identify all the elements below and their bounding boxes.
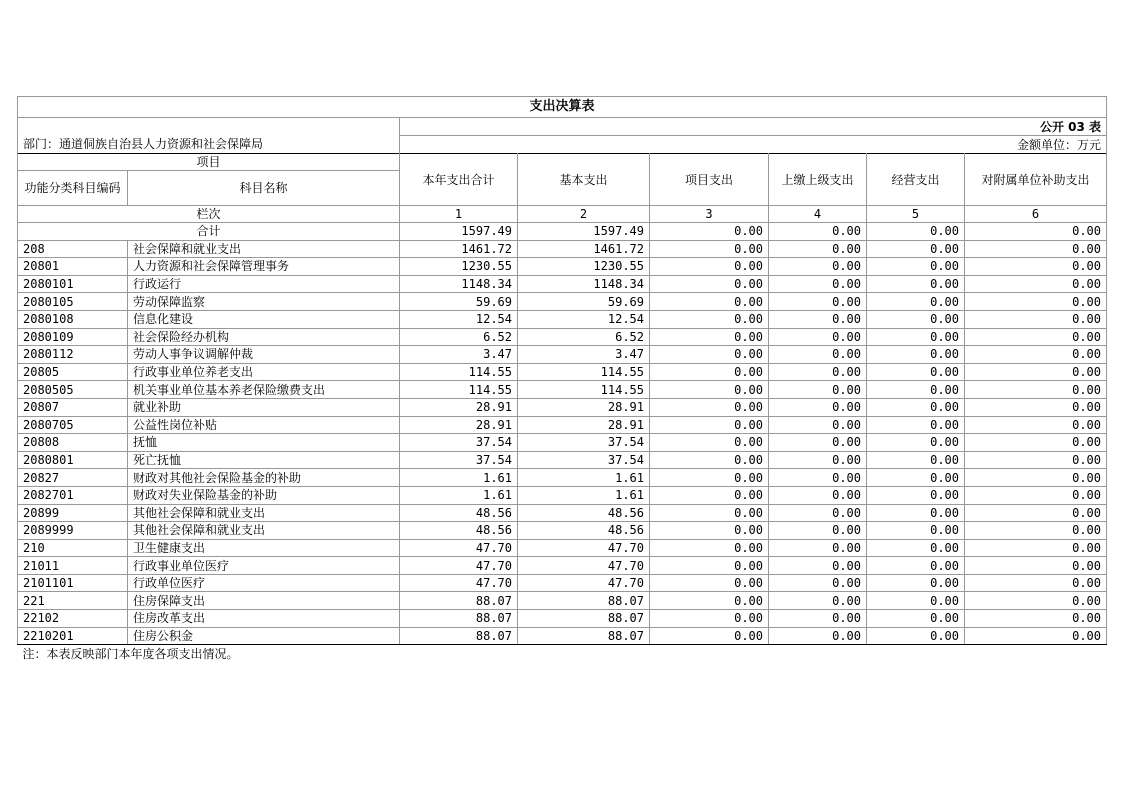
- subsidy-cell: 0.00: [965, 223, 1107, 241]
- code-cell: 20808: [18, 434, 128, 452]
- name-cell: 人力资源和社会保障管理事务: [128, 258, 400, 276]
- upper-cell: 0.00: [769, 398, 867, 416]
- business-cell: 0.00: [867, 592, 965, 610]
- subsidy-cell: 0.00: [965, 328, 1107, 346]
- project-cell: 0.00: [650, 275, 769, 293]
- code-cell: 22102: [18, 610, 128, 628]
- business-cell: 0.00: [867, 610, 965, 628]
- basic-cell: 114.55: [518, 363, 650, 381]
- subsidy-cell: 0.00: [965, 486, 1107, 504]
- code-cell: 2089999: [18, 522, 128, 540]
- upper-cell: 0.00: [769, 592, 867, 610]
- business-cell: 0.00: [867, 240, 965, 258]
- header-upper: 上缴上级支出: [769, 154, 867, 206]
- subsidy-cell: 0.00: [965, 258, 1107, 276]
- business-cell: 0.00: [867, 574, 965, 592]
- name-cell: 其他社会保障和就业支出: [128, 504, 400, 522]
- business-cell: 0.00: [867, 346, 965, 364]
- table-row: [18, 610, 1107, 628]
- code-cell: 2080705: [18, 416, 128, 434]
- name-cell: 住房公积金: [128, 627, 400, 645]
- table-row: [18, 592, 1107, 610]
- code-cell: 2080505: [18, 381, 128, 399]
- upper-cell: 0.00: [769, 381, 867, 399]
- code-cell: 2080105: [18, 293, 128, 311]
- project-cell: 0.00: [650, 293, 769, 311]
- column-index-4: 4: [769, 206, 867, 223]
- table-row: [18, 504, 1107, 522]
- business-cell: 0.00: [867, 434, 965, 452]
- total-cell: 47.70: [400, 539, 518, 557]
- total-cell: 28.91: [400, 416, 518, 434]
- name-cell: 住房改革支出: [128, 610, 400, 628]
- code-cell: 2082701: [18, 486, 128, 504]
- expenditure-sheet: [17, 96, 1106, 663]
- business-cell: 0.00: [867, 627, 965, 645]
- subsidy-cell: 0.00: [965, 310, 1107, 328]
- business-cell: 0.00: [867, 310, 965, 328]
- name-cell: 机关事业单位基本养老保险缴费支出: [128, 381, 400, 399]
- subsidy-cell: 0.00: [965, 627, 1107, 645]
- total-cell: 59.69: [400, 293, 518, 311]
- basic-cell: 1.61: [518, 486, 650, 504]
- subsidy-cell: 0.00: [965, 451, 1107, 469]
- upper-cell: 0.00: [769, 469, 867, 487]
- column-index-3: 3: [650, 206, 769, 223]
- project-cell: 0.00: [650, 469, 769, 487]
- project-cell: 0.00: [650, 522, 769, 540]
- upper-cell: 0.00: [769, 451, 867, 469]
- table-row: [18, 486, 1107, 504]
- project-cell: 0.00: [650, 258, 769, 276]
- subsidy-cell: 0.00: [965, 522, 1107, 540]
- basic-cell: 47.70: [518, 557, 650, 575]
- project-cell: 0.00: [650, 451, 769, 469]
- upper-cell: 0.00: [769, 434, 867, 452]
- business-cell: 0.00: [867, 504, 965, 522]
- total-cell: 1.61: [400, 469, 518, 487]
- column-index-label: 栏次: [18, 206, 400, 223]
- total-cell: 1230.55: [400, 258, 518, 276]
- business-cell: 0.00: [867, 293, 965, 311]
- code-cell: 20827: [18, 469, 128, 487]
- table-row: [18, 363, 1107, 381]
- table-note: 注：本表反映部门本年度各项支出情况。: [18, 645, 1107, 664]
- subsidy-cell: 0.00: [965, 610, 1107, 628]
- basic-cell: 59.69: [518, 293, 650, 311]
- basic-cell: 12.54: [518, 310, 650, 328]
- table-row: [18, 258, 1107, 276]
- total-cell: 88.07: [400, 610, 518, 628]
- project-cell: 0.00: [650, 223, 769, 241]
- subsidy-cell: 0.00: [965, 416, 1107, 434]
- code-cell: 20899: [18, 504, 128, 522]
- project-cell: 0.00: [650, 310, 769, 328]
- business-cell: 0.00: [867, 522, 965, 540]
- table-row: [18, 240, 1107, 258]
- project-cell: 0.00: [650, 592, 769, 610]
- project-cell: 0.00: [650, 346, 769, 364]
- business-cell: 0.00: [867, 557, 965, 575]
- name-cell: 就业补助: [128, 398, 400, 416]
- project-cell: 0.00: [650, 363, 769, 381]
- table-row: [18, 627, 1107, 645]
- basic-cell: 88.07: [518, 610, 650, 628]
- business-cell: 0.00: [867, 275, 965, 293]
- header-code: 功能分类科目编码: [18, 171, 128, 206]
- header-item: 项目: [18, 154, 400, 171]
- total-cell: 28.91: [400, 398, 518, 416]
- upper-cell: 0.00: [769, 240, 867, 258]
- name-cell: 劳动保障监察: [128, 293, 400, 311]
- name-cell: 卫生健康支出: [128, 539, 400, 557]
- table-row: [18, 451, 1107, 469]
- upper-cell: 0.00: [769, 363, 867, 381]
- upper-cell: 0.00: [769, 627, 867, 645]
- header-business: 经营支出: [867, 154, 965, 206]
- name-cell: 死亡抚恤: [128, 451, 400, 469]
- total-cell: 3.47: [400, 346, 518, 364]
- total-cell: 47.70: [400, 574, 518, 592]
- project-cell: 0.00: [650, 557, 769, 575]
- table-row: [18, 346, 1107, 364]
- business-cell: 0.00: [867, 486, 965, 504]
- upper-cell: 0.00: [769, 328, 867, 346]
- subsidy-cell: 0.00: [965, 346, 1107, 364]
- table-row: [18, 293, 1107, 311]
- table-row: [18, 416, 1107, 434]
- basic-cell: 1597.49: [518, 223, 650, 241]
- business-cell: 0.00: [867, 381, 965, 399]
- basic-cell: 1461.72: [518, 240, 650, 258]
- code-cell: 20805: [18, 363, 128, 381]
- project-cell: 0.00: [650, 381, 769, 399]
- upper-cell: 0.00: [769, 522, 867, 540]
- name-cell: 抚恤: [128, 434, 400, 452]
- name-cell: 行政事业单位医疗: [128, 557, 400, 575]
- upper-cell: 0.00: [769, 539, 867, 557]
- upper-cell: 0.00: [769, 310, 867, 328]
- name-cell: 社会保障和就业支出: [128, 240, 400, 258]
- total-cell: 47.70: [400, 557, 518, 575]
- business-cell: 0.00: [867, 398, 965, 416]
- basic-cell: 88.07: [518, 592, 650, 610]
- table-row: [18, 574, 1107, 592]
- table-title: 支出决算表: [18, 97, 1107, 118]
- subsidy-cell: 0.00: [965, 504, 1107, 522]
- name-cell: 住房保障支出: [128, 592, 400, 610]
- upper-cell: 0.00: [769, 223, 867, 241]
- column-index-2: 2: [518, 206, 650, 223]
- project-cell: 0.00: [650, 610, 769, 628]
- name-cell: 财政对其他社会保险基金的补助: [128, 469, 400, 487]
- project-cell: 0.00: [650, 434, 769, 452]
- expenditure-table: [17, 96, 1107, 663]
- total-row: [18, 223, 1107, 241]
- upper-cell: 0.00: [769, 258, 867, 276]
- header-basic: 基本支出: [518, 154, 650, 206]
- project-cell: 0.00: [650, 539, 769, 557]
- code-cell: 221: [18, 592, 128, 610]
- subsidy-cell: 0.00: [965, 574, 1107, 592]
- total-cell: 48.56: [400, 504, 518, 522]
- upper-cell: 0.00: [769, 574, 867, 592]
- subsidy-cell: 0.00: [965, 398, 1107, 416]
- subsidy-cell: 0.00: [965, 293, 1107, 311]
- total-cell: 1461.72: [400, 240, 518, 258]
- business-cell: 0.00: [867, 223, 965, 241]
- code-cell: 21011: [18, 557, 128, 575]
- code-cell: 208: [18, 240, 128, 258]
- basic-cell: 47.70: [518, 574, 650, 592]
- total-cell: 1.61: [400, 486, 518, 504]
- table-row: [18, 522, 1107, 540]
- basic-cell: 6.52: [518, 328, 650, 346]
- upper-cell: 0.00: [769, 293, 867, 311]
- name-cell: 劳动人事争议调解仲裁: [128, 346, 400, 364]
- column-index-6: 6: [965, 206, 1107, 223]
- basic-cell: 37.54: [518, 434, 650, 452]
- basic-cell: 1148.34: [518, 275, 650, 293]
- upper-cell: 0.00: [769, 610, 867, 628]
- basic-cell: 48.56: [518, 504, 650, 522]
- project-cell: 0.00: [650, 486, 769, 504]
- project-cell: 0.00: [650, 240, 769, 258]
- business-cell: 0.00: [867, 416, 965, 434]
- column-index-5: 5: [867, 206, 965, 223]
- total-cell: 37.54: [400, 434, 518, 452]
- basic-cell: 114.55: [518, 381, 650, 399]
- subsidy-cell: 0.00: [965, 275, 1107, 293]
- upper-cell: 0.00: [769, 416, 867, 434]
- basic-cell: 1.61: [518, 469, 650, 487]
- name-cell: 财政对失业保险基金的补助: [128, 486, 400, 504]
- table-row: [18, 469, 1107, 487]
- header-name: 科目名称: [128, 171, 400, 206]
- total-cell: 1148.34: [400, 275, 518, 293]
- header-total: 本年支出合计: [400, 154, 518, 206]
- total-cell: 1597.49: [400, 223, 518, 241]
- department-label: 部门：通道侗族自治县人力资源和社会保障局: [18, 136, 400, 154]
- total-cell: 88.07: [400, 627, 518, 645]
- table-code: 公开 03 表: [400, 118, 1107, 136]
- basic-cell: 37.54: [518, 451, 650, 469]
- name-cell: 行政运行: [128, 275, 400, 293]
- business-cell: 0.00: [867, 258, 965, 276]
- name-cell: 社会保险经办机构: [128, 328, 400, 346]
- upper-cell: 0.00: [769, 486, 867, 504]
- code-cell: 2080112: [18, 346, 128, 364]
- business-cell: 0.00: [867, 451, 965, 469]
- upper-cell: 0.00: [769, 557, 867, 575]
- table-row: [18, 310, 1107, 328]
- total-cell: 6.52: [400, 328, 518, 346]
- basic-cell: 28.91: [518, 416, 650, 434]
- name-cell: 信息化建设: [128, 310, 400, 328]
- subsidy-cell: 0.00: [965, 557, 1107, 575]
- table-row: [18, 328, 1107, 346]
- name-cell: 行政单位医疗: [128, 574, 400, 592]
- table-row: [18, 381, 1107, 399]
- total-label: 合计: [18, 223, 400, 241]
- subsidy-cell: 0.00: [965, 240, 1107, 258]
- code-cell: 2101101: [18, 574, 128, 592]
- subsidy-cell: 0.00: [965, 381, 1107, 399]
- code-cell: 2080801: [18, 451, 128, 469]
- column-index-1: 1: [400, 206, 518, 223]
- business-cell: 0.00: [867, 539, 965, 557]
- project-cell: 0.00: [650, 574, 769, 592]
- project-cell: 0.00: [650, 328, 769, 346]
- subsidy-cell: 0.00: [965, 434, 1107, 452]
- total-cell: 12.54: [400, 310, 518, 328]
- name-cell: 公益性岗位补贴: [128, 416, 400, 434]
- subsidy-cell: 0.00: [965, 363, 1107, 381]
- code-cell: 2080101: [18, 275, 128, 293]
- basic-cell: 28.91: [518, 398, 650, 416]
- basic-cell: 88.07: [518, 627, 650, 645]
- name-cell: 行政事业单位养老支出: [128, 363, 400, 381]
- project-cell: 0.00: [650, 504, 769, 522]
- basic-cell: 3.47: [518, 346, 650, 364]
- total-cell: 48.56: [400, 522, 518, 540]
- basic-cell: 47.70: [518, 539, 650, 557]
- name-cell: 其他社会保障和就业支出: [128, 522, 400, 540]
- upper-cell: 0.00: [769, 504, 867, 522]
- total-cell: 37.54: [400, 451, 518, 469]
- project-cell: 0.00: [650, 416, 769, 434]
- code-cell: 20807: [18, 398, 128, 416]
- business-cell: 0.00: [867, 363, 965, 381]
- subsidy-cell: 0.00: [965, 539, 1107, 557]
- project-cell: 0.00: [650, 627, 769, 645]
- basic-cell: 48.56: [518, 522, 650, 540]
- subsidy-cell: 0.00: [965, 469, 1107, 487]
- code-cell: 2210201: [18, 627, 128, 645]
- upper-cell: 0.00: [769, 346, 867, 364]
- header-subsidy: 对附属单位补助支出: [965, 154, 1107, 206]
- header-project: 项目支出: [650, 154, 769, 206]
- subsidy-cell: 0.00: [965, 592, 1107, 610]
- code-cell: 210: [18, 539, 128, 557]
- business-cell: 0.00: [867, 469, 965, 487]
- upper-cell: 0.00: [769, 275, 867, 293]
- table-row: [18, 398, 1107, 416]
- code-cell: 20801: [18, 258, 128, 276]
- table-row: [18, 434, 1107, 452]
- total-cell: 114.55: [400, 363, 518, 381]
- total-cell: 114.55: [400, 381, 518, 399]
- code-cell: 2080108: [18, 310, 128, 328]
- table-row: [18, 557, 1107, 575]
- project-cell: 0.00: [650, 398, 769, 416]
- total-cell: 88.07: [400, 592, 518, 610]
- code-cell: 2080109: [18, 328, 128, 346]
- table-row: [18, 539, 1107, 557]
- basic-cell: 1230.55: [518, 258, 650, 276]
- unit-label: 金额单位：万元: [400, 136, 1107, 154]
- table-row: [18, 275, 1107, 293]
- business-cell: 0.00: [867, 328, 965, 346]
